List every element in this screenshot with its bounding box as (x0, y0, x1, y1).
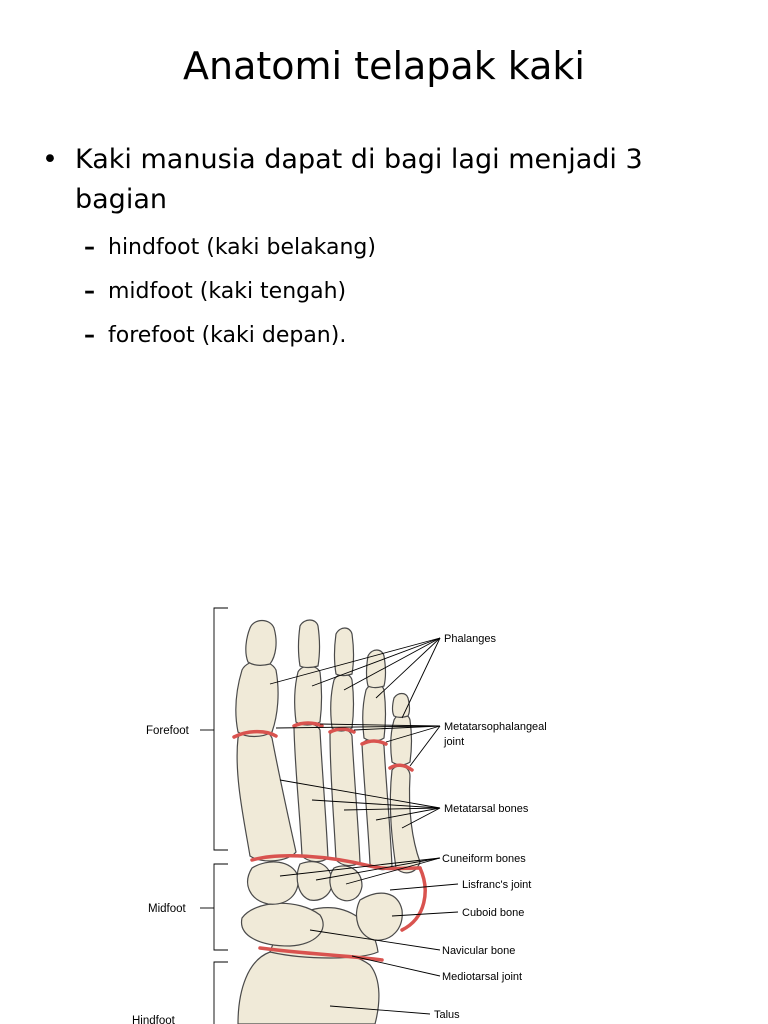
region-forefoot: Forefoot (146, 725, 189, 737)
region-midfoot: Midfoot (148, 903, 186, 915)
sub-bullet-list (42, 226, 722, 358)
label-phalanges: Phalanges (444, 633, 496, 645)
foot-bones-illustration (130, 600, 590, 1024)
label-metatarsal: Metatarsal bones (444, 803, 529, 815)
region-brackets (200, 608, 228, 1024)
label-navicular: Navicular bone (442, 945, 516, 957)
label-talus: Talus (434, 1009, 460, 1021)
label-lisfranc: Lisfranc's joint (462, 879, 532, 891)
main-bullet-text: Kaki manusia dapat di bagi lagi menjadi 3 bagian (75, 144, 643, 215)
sub-bullet-midfoot: midfoot (kaki tengah) (108, 279, 347, 304)
dash-icon: – (84, 323, 95, 348)
label-cuboid: Cuboid bone (462, 907, 525, 919)
bullet-list (42, 140, 722, 358)
bones (236, 620, 420, 1024)
label-mtp-joint: Metatarsophalangeal (444, 721, 547, 733)
dash-icon: – (84, 235, 95, 260)
label-mediotarsal: Mediotarsal joint (442, 971, 523, 983)
main-bullet (42, 140, 722, 220)
region-hindfoot: Hindfoot (132, 1015, 175, 1024)
sub-bullet-hindfoot: hindfoot (kaki belakang) (108, 235, 376, 260)
slide-title: Anatomi telapak kaki (183, 44, 585, 88)
bullet-dot-icon: • (42, 144, 58, 175)
foot-anatomy-figure (130, 600, 590, 1024)
dash-icon: – (84, 279, 95, 304)
sub-bullet-item (84, 226, 722, 270)
sub-bullet-item (84, 270, 722, 314)
label-mtp-joint-line2: joint (444, 736, 465, 748)
sub-bullet-forefoot: forefoot (kaki depan). (108, 323, 347, 348)
label-cuneiform: Cuneiform bones (442, 853, 526, 865)
sub-bullet-item (84, 314, 722, 358)
